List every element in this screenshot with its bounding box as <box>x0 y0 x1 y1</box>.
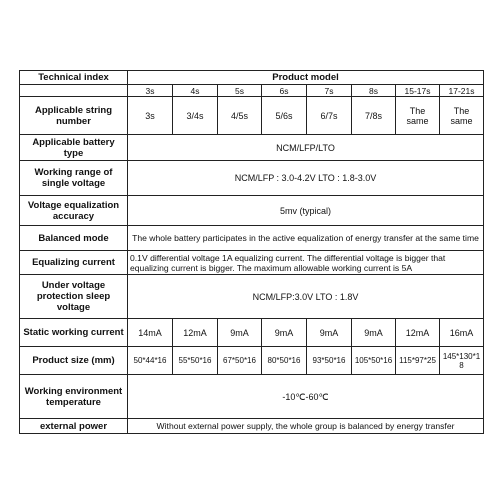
static-current-value: 9mA <box>352 319 396 347</box>
environment-temperature-row <box>20 375 484 419</box>
voltage-range-label: Working range of single voltage <box>20 161 128 196</box>
static-current-value: 16mA <box>440 319 484 347</box>
string-number-value: The same <box>440 97 484 135</box>
product-size-value: 55*50*16 <box>173 347 218 375</box>
static-current-value: 9mA <box>218 319 262 347</box>
balanced-mode-label: Balanced mode <box>20 226 128 251</box>
static-current-value: 14mA <box>128 319 173 347</box>
model-cell: 8s <box>352 85 396 97</box>
balanced-mode-row <box>20 226 484 251</box>
under-voltage-value: NCM/LFP:3.0V LTO : 1.8V <box>128 275 484 319</box>
model-cell: 6s <box>262 85 307 97</box>
static-current-value: 12mA <box>173 319 218 347</box>
product-size-value: 105*50*16 <box>352 347 396 375</box>
environment-temperature-label: Working environment temperature <box>20 375 128 419</box>
spec-table <box>19 70 484 434</box>
external-power-value: Without external power supply, the whole group is balanced by energy transfer <box>128 419 484 434</box>
model-cell: 7s <box>307 85 352 97</box>
battery-type-row <box>20 135 484 161</box>
battery-type-value: NCM/LFP/LTO <box>128 135 484 161</box>
string-number-label: Applicable string number <box>20 97 128 135</box>
balanced-mode-value: The whole battery participates in the active equalization of energy transfer at the same time <box>128 226 484 251</box>
string-number-value: 6/7s <box>307 97 352 135</box>
product-size-value: 80*50*16 <box>262 347 307 375</box>
equalization-accuracy-row <box>20 196 484 226</box>
voltage-range-row <box>20 161 484 196</box>
static-current-value: 9mA <box>262 319 307 347</box>
string-number-value: 5/6s <box>262 97 307 135</box>
product-size-value: 93*50*16 <box>307 347 352 375</box>
spec-sheet <box>19 70 483 434</box>
technical-index-header: Technical index <box>20 71 128 85</box>
external-power-label: external power <box>20 419 128 434</box>
environment-temperature-value: -10℃-60℃ <box>128 375 484 419</box>
product-size-value: 50*44*16 <box>128 347 173 375</box>
model-cell: 15-17s <box>396 85 440 97</box>
model-cell: 4s <box>173 85 218 97</box>
model-row-blank <box>20 85 128 97</box>
external-power-row <box>20 419 484 434</box>
product-size-label: Product size (mm) <box>20 347 128 375</box>
string-number-value: 3/4s <box>173 97 218 135</box>
equalizing-current-value: 0.1V differential voltage 1A equalizing current. The differential voltage is bigger that equalizing current is bigger. The maximum allowable working current is 5A <box>128 251 484 275</box>
static-current-row <box>20 319 484 347</box>
string-number-value: 3s <box>128 97 173 135</box>
static-current-value: 12mA <box>396 319 440 347</box>
string-number-value: 7/8s <box>352 97 396 135</box>
equalizing-current-label: Equalizing current <box>20 251 128 275</box>
string-number-row <box>20 97 484 135</box>
product-size-row <box>20 347 484 375</box>
header-row <box>20 71 484 85</box>
string-number-value: 4/5s <box>218 97 262 135</box>
voltage-range-value: NCM/LFP : 3.0-4.2V LTO : 1.8-3.0V <box>128 161 484 196</box>
product-size-value: 145*130*18 <box>440 347 484 375</box>
static-current-label: Static working current <box>20 319 128 347</box>
equalization-accuracy-value: 5mv (typical) <box>128 196 484 226</box>
model-cell: 5s <box>218 85 262 97</box>
product-size-value: 67*50*16 <box>218 347 262 375</box>
under-voltage-label: Under voltage protection sleep voltage <box>20 275 128 319</box>
model-cell: 3s <box>128 85 173 97</box>
model-cell: 17-21s <box>440 85 484 97</box>
equalization-accuracy-label: Voltage equalization accuracy <box>20 196 128 226</box>
battery-type-label: Applicable battery type <box>20 135 128 161</box>
static-current-value: 9mA <box>307 319 352 347</box>
product-size-value: 115*97*25 <box>396 347 440 375</box>
product-model-header: Product model <box>128 71 484 85</box>
under-voltage-row <box>20 275 484 319</box>
equalizing-current-row <box>20 251 484 275</box>
string-number-value: The same <box>396 97 440 135</box>
model-row <box>20 85 484 97</box>
